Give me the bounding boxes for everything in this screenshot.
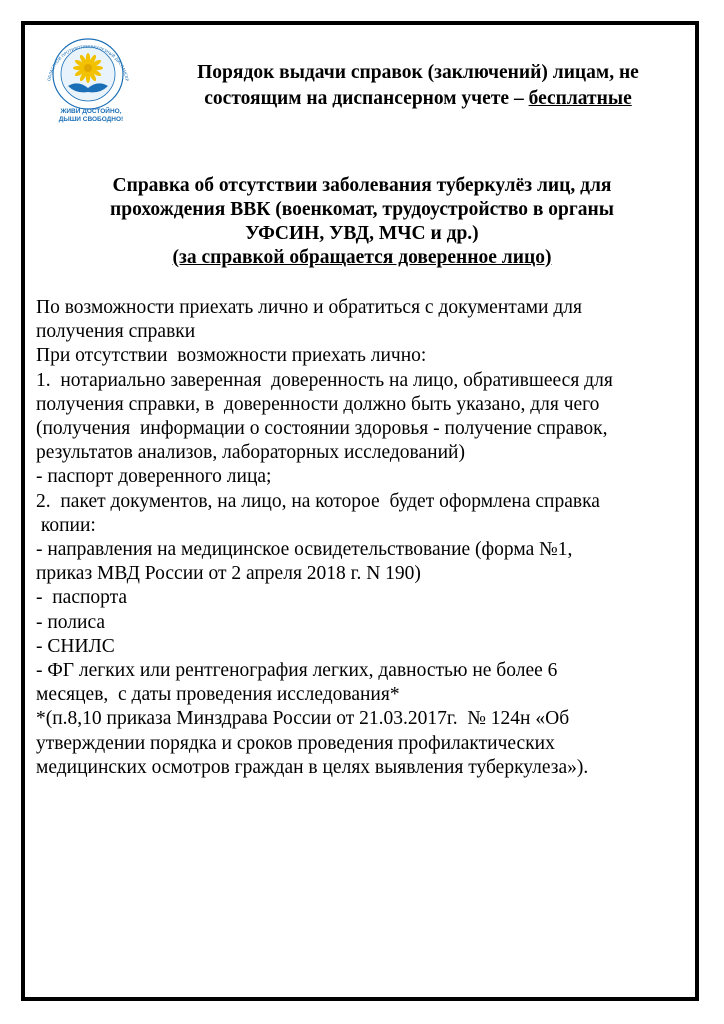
body-line: *(п.8,10 приказа Минздрава России от 21.03.2017г. № 124н «Об	[36, 708, 570, 730]
logo-slogan-line1: ЖИВИ ДОСТОЙНО,	[60, 108, 122, 115]
body-line: - паспорта	[36, 587, 128, 609]
body-line: утверждении порядка и сроков проведения профилактических	[36, 732, 555, 754]
body-line: При отсутствии возможности приехать лично:	[36, 345, 427, 367]
body-line: приказ МВД России от 2 апреля 2018 г. N 190)	[36, 563, 421, 585]
body-line: получения справки	[36, 321, 196, 343]
body-line: (получения информации о состоянии здоровья - получение справок,	[36, 418, 608, 440]
heading-line-2: прохождения ВВК (военкомат, трудоустройство в органы	[110, 199, 614, 220]
title-free-emphasis: бесплатные	[528, 88, 632, 109]
heading-line-3: УФСИН, УВД, МЧС и др.)	[245, 223, 479, 244]
body-line: месяцев, с даты проведения исследования*	[36, 684, 400, 706]
requirements-text	[36, 296, 686, 780]
body-line: - полиса	[36, 611, 106, 633]
body-line: 1. нотариально заверенная доверенность на лицо, обратившееся для	[36, 369, 613, 391]
body-line: результатов анализов, лабораторных исследований)	[36, 442, 465, 464]
heading-line-1: Справка об отсутствии заболевания туберкулёз лиц, для	[112, 175, 612, 196]
body-line: получения справки, в доверенности должно быть указано, для чего	[36, 393, 600, 415]
body-line: - ФГ легких или рентгенография легких, давностью не более 6	[36, 660, 558, 682]
body-line: - паспорт доверенного лица;	[36, 466, 272, 488]
body-line: медицинских осмотров граждан в целях выявления туберкулеза»).	[36, 756, 589, 778]
title-line-2-text: состоящим на диспансерном учете –	[204, 88, 529, 109]
body-line: По возможности приехать лично и обратиться с документами для	[36, 297, 582, 318]
certificate-heading	[40, 174, 684, 270]
body-line: - направления на медицинское освидетельствование (форма №1,	[36, 539, 573, 561]
heading-line-4: (за справкой обращается доверенное лицо)	[172, 247, 552, 268]
title-line-2	[148, 86, 688, 112]
logo-slogan-line2: ДЫШИ СВОБОДНО!	[58, 116, 124, 123]
body-line: копии:	[36, 514, 96, 536]
page-title	[148, 60, 688, 112]
logo-slogan	[46, 108, 136, 124]
title-line-1: Порядок выдачи справок (заключений) лицам, не	[197, 62, 639, 83]
body-line: 2. пакет документов, на лицо, на которое будет оформлена справка	[36, 490, 600, 512]
body-line: - СНИЛС	[36, 635, 115, 657]
logo-ring-text: ОБЛАСТНОЙ ПРОТИВОТУБЕРКУЛЕЗНЫЙ ДИСПАНСЕР	[46, 43, 130, 82]
